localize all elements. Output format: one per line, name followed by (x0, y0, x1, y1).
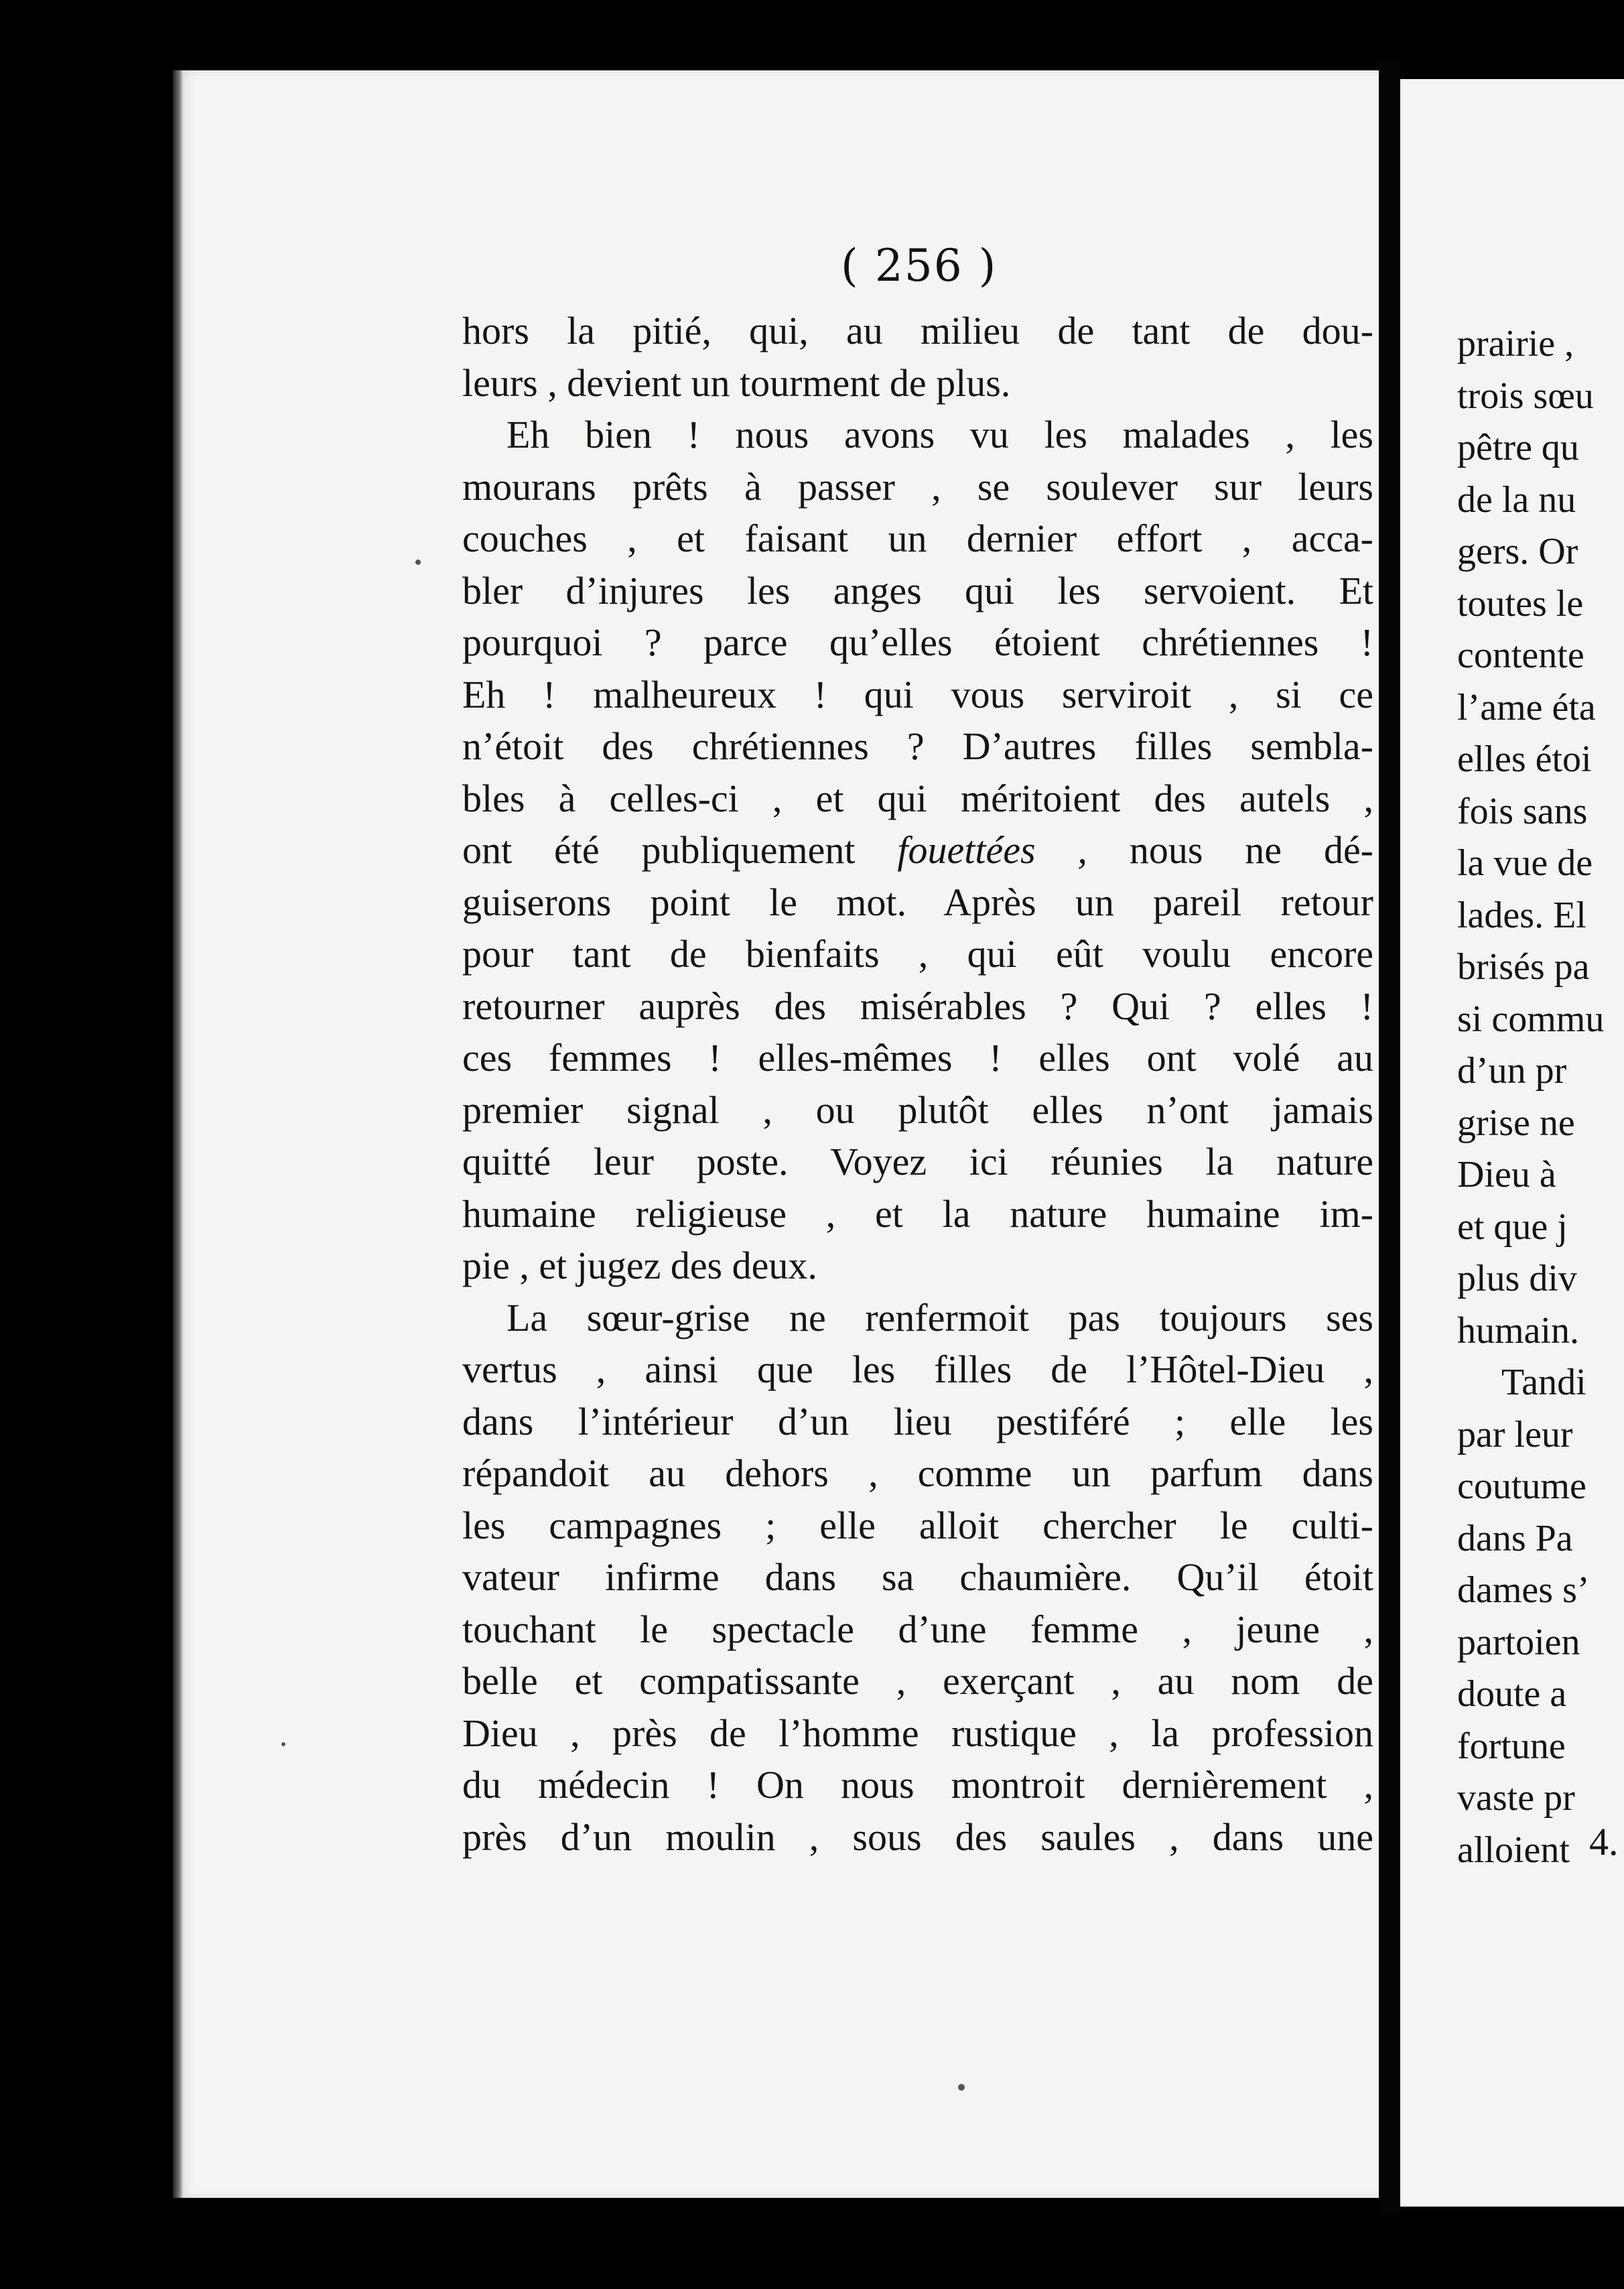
text-line: leurs , devient un tourment de plus. (462, 361, 1011, 405)
text-line: vaste pr (1457, 1777, 1575, 1819)
text-line: plus div (1457, 1258, 1577, 1299)
text-line: pour tant de bienfaits , qui eût voulu encore (462, 932, 1373, 976)
text-line: belle et compatissante , exerçant , au nom de (462, 1659, 1373, 1703)
text-line: Dieu , près de l’homme rustique , la profession (462, 1711, 1373, 1755)
text-line: elles étoi (1457, 738, 1592, 780)
text-line: grise ne (1457, 1102, 1575, 1144)
text-line: si commu (1457, 998, 1605, 1040)
text-line: pie , et jugez des deux. (462, 1244, 817, 1287)
text-line: bler d’injures les anges qui les servoient. Et (462, 568, 1373, 612)
text-line: brisés pa (1457, 946, 1590, 988)
speck (415, 560, 421, 565)
text-line: touchant le spectacle d’une femme , jeune , (462, 1607, 1373, 1651)
text-line: pourquoi ? parce qu’elles étoient chrétiennes ! (462, 620, 1373, 664)
text-line: ces femmes ! elles-mêmes ! elles ont volé au (462, 1036, 1373, 1080)
text-line: Tandi (1501, 1362, 1586, 1403)
text-line: du médecin ! On nous montroit dernièrement , (462, 1763, 1373, 1807)
text-fragment: ont été publiquement (462, 828, 856, 872)
right-page-text (1457, 318, 1624, 1876)
speck (958, 2084, 965, 2091)
text-line: toutes le (1457, 582, 1584, 625)
text-line: quitté leur poste. Voyez ici réunies la nature (462, 1140, 1373, 1183)
text-line: hors la pitié, qui, au milieu de tant de dou- (462, 309, 1373, 352)
text-line: n’étoit des chrétiennes ? D’autres filles sembla- (462, 724, 1373, 768)
text-line: vertus , ainsi que les filles de l’Hôtel-Dieu , (462, 1348, 1373, 1391)
text-line: dans l’intérieur d’un lieu pestiféré ; elle les (462, 1399, 1373, 1443)
text-line: Eh ! malheureux ! qui vous serviroit , si ce (462, 672, 1373, 716)
text-line: pêtre qu (1457, 427, 1579, 468)
text-line: dames s’ (1457, 1569, 1590, 1611)
text-line: vateur infirme dans sa chaumière. Qu’il étoit (462, 1555, 1373, 1599)
text-line: dans Pa (1457, 1517, 1573, 1559)
text-line: la vue de (1457, 842, 1593, 884)
text-line: humaine religieuse , et la nature humaine im- (462, 1191, 1373, 1236)
text-line: par leur (1457, 1413, 1573, 1455)
text-line: d’un pr (1457, 1050, 1567, 1092)
text-line: lades. El (1457, 894, 1586, 936)
text-fragment: nous ne dé- (1129, 828, 1373, 872)
text-line: fortune (1457, 1725, 1566, 1767)
text-line: humain. (1457, 1309, 1579, 1352)
text-line: alloient (1457, 1829, 1570, 1871)
text-line (462, 824, 1373, 876)
text-line: gers. Or (1457, 531, 1578, 572)
page-number: ( 256 ) (841, 240, 998, 291)
text-line: premier signal , ou plutôt elles n’ont jamais (462, 1088, 1373, 1132)
text-line: couches , et faisant un dernier effort , acca- (462, 517, 1373, 560)
text-line: répandoit au dehors , comme un parfum dans (462, 1451, 1373, 1495)
text-line: coutume (1457, 1465, 1586, 1507)
text-line: partoien (1457, 1621, 1580, 1663)
text-line: La sœur-grise ne renfermoit pas toujours ses (506, 1295, 1373, 1339)
text-line: bles à celles-ci , et qui méritoient des autels , (462, 776, 1373, 820)
text-line: mourans prêts à passer , se soulever sur leurs (462, 464, 1373, 509)
text-line: près d’un moulin , sous des saules , dans une (462, 1815, 1373, 1859)
text-line: et que j (1457, 1205, 1568, 1248)
text-line: contente (1457, 635, 1584, 676)
text-line: Eh bien ! nous avons vu les malades , les (506, 413, 1373, 456)
text-line: l’ame éta (1457, 686, 1596, 728)
left-page-text (462, 305, 1373, 1863)
text-line: doute a (1457, 1673, 1567, 1715)
speck (281, 1742, 285, 1746)
text-line: retourner auprès des misérables ? Qui ? elles ! (462, 984, 1373, 1028)
book-gutter (1379, 60, 1400, 2215)
text-line: les campagnes ; elle alloit chercher le culti- (462, 1503, 1373, 1547)
text-line: guiserons point le mot. Après un pareil retour (462, 880, 1373, 924)
text-line: fois sans (1457, 790, 1588, 832)
text-line: Dieu à (1457, 1154, 1556, 1195)
text-line: prairie , (1457, 323, 1574, 365)
text-line: trois sœu (1457, 375, 1594, 417)
catchword: 4. (1589, 1820, 1619, 1863)
page-edge-shadow (173, 70, 184, 2198)
text-line: de la nu (1457, 478, 1576, 521)
italic-word: fouettées , (897, 828, 1087, 872)
